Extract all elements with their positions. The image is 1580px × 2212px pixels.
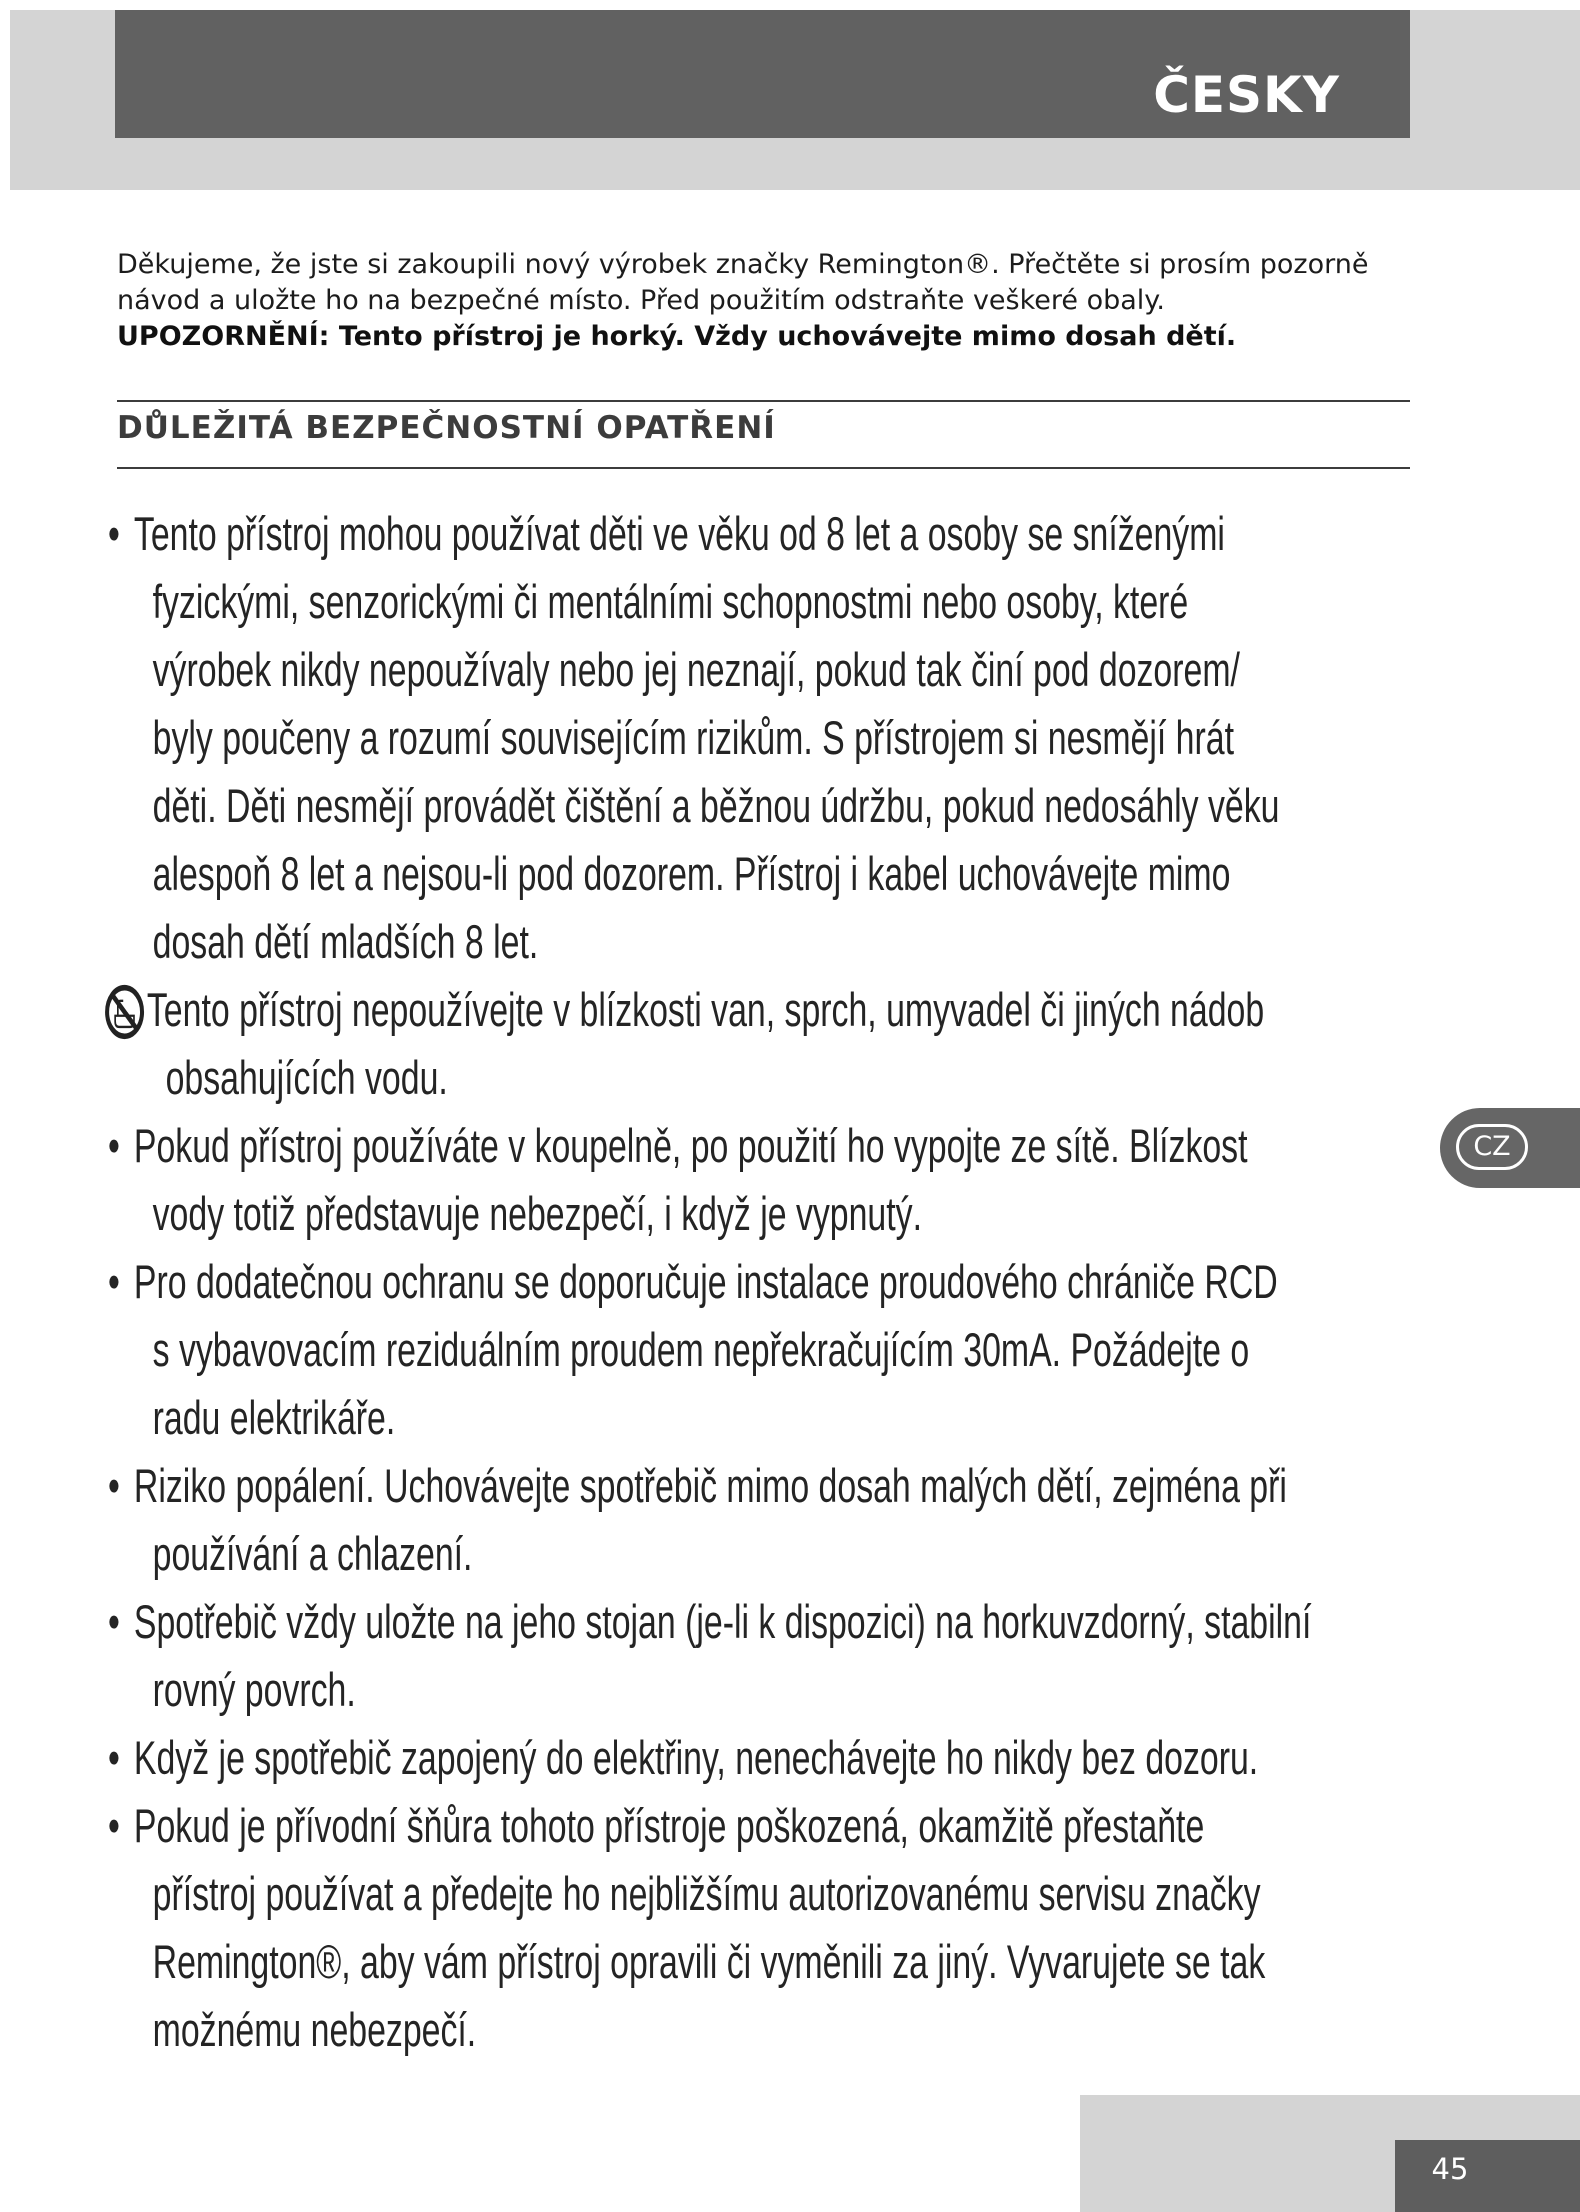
- list-item-text-continued: radu elektrikáře.: [152, 1391, 396, 1444]
- no-water-icon: [104, 984, 146, 1040]
- section-title: DŮLEŽITÁ BEZPEČNOSTNÍ OPATŘENÍ: [117, 410, 776, 446]
- intro-text: [117, 247, 1417, 355]
- list-item-text-continued: byly poučeny a rozumí souvisejícím rizikům. S přístrojem si nesmějí hrát: [152, 711, 1234, 764]
- bullet-marker: •: [108, 507, 120, 560]
- list-item-text-continued: s vybavovacím reziduálním proudem nepřekračujícím 30mA. Požádejte o: [152, 1323, 1250, 1376]
- intro-line-2: návod a uložte ho na bezpečné místo. Před použitím odstraňte veškeré obaly.: [117, 285, 1166, 316]
- list-item: [108, 1588, 1428, 1724]
- list-item-text-continued: Remington®, aby vám přístroj opravili či vyměnili za jiný. Vyvarujete se tak: [152, 1935, 1266, 1988]
- list-item-text: Když je spotřebič zapojený do elektřiny, nenechávejte ho nikdy bez dozoru.: [133, 1731, 1259, 1784]
- list-item-text: Pokud je přívodní šňůra tohoto přístroje poškozená, okamžitě přestaňte: [133, 1799, 1205, 1852]
- bullet-marker: •: [108, 1799, 120, 1852]
- list-item-text: Riziko popálení. Uchovávejte spotřebič mimo dosah malých dětí, zejména při: [133, 1459, 1287, 1512]
- list-item-text-continued: používání a chlazení.: [152, 1527, 473, 1580]
- list-item-text-continued: rovný povrch.: [152, 1663, 356, 1716]
- list-item-text: Tento přístroj mohou používat děti ve věku od 8 let a osoby se sníženými: [133, 507, 1225, 560]
- list-item-text-continued: výrobek nikdy nepoužívaly nebo jej neznají, pokud tak činí pod dozorem/: [152, 643, 1240, 696]
- bullet-marker: •: [108, 1119, 120, 1172]
- bullet-marker: •: [108, 1731, 120, 1784]
- safety-list: [108, 500, 1428, 2064]
- bullet-marker: •: [108, 1459, 120, 1512]
- list-item: [108, 1724, 1428, 1792]
- list-item-text: Spotřebič vždy uložte na jeho stojan (je-li k dispozici) na horkuvzdorný, stabilní: [133, 1595, 1312, 1648]
- list-item-text: Pokud přístroj používáte v koupelně, po použití ho vypojte ze sítě. Blízkost: [133, 1119, 1248, 1172]
- language-tab-label: CZ: [1456, 1124, 1528, 1170]
- header-bar: [115, 10, 1410, 138]
- list-item-text-continued: možnému nebezpečí.: [152, 2003, 477, 2056]
- bullet-marker: •: [108, 1255, 120, 1308]
- list-item-text-continued: dosah dětí mladších 8 let.: [152, 915, 539, 968]
- list-item: [108, 1792, 1428, 2064]
- intro-warning: UPOZORNĚNÍ: Tento přístroj je horký. Vždy uchovávejte mimo dosah dětí.: [117, 321, 1237, 352]
- list-item-text: Pro dodatečnou ochranu se doporučuje instalace proudového chrániče RCD: [133, 1255, 1278, 1308]
- list-item-text-continued: fyzickými, senzorickými či mentálními schopnostmi nebo osoby, které: [152, 575, 1189, 628]
- intro-line-1: Děkujeme, že jste si zakoupili nový výrobek značky Remington®. Přečtěte si prosím pozorně: [117, 249, 1369, 280]
- list-item-text-continued: vody totiž představuje nebezpečí, i když je vypnutý.: [152, 1187, 922, 1240]
- list-item-text-continued: přístroj používat a předejte ho nejbližšímu autorizovanému servisu značky: [152, 1867, 1261, 1920]
- section-rule-bottom: [117, 467, 1410, 469]
- list-item-text-continued: děti. Děti nesmějí provádět čištění a běžnou údržbu, pokud nedosáhly věku: [152, 779, 1280, 832]
- list-item-text-continued: obsahujících vodu.: [165, 1051, 448, 1104]
- list-item-text-continued: alespoň 8 let a nejsou-li pod dozorem. Přístroj i kabel uchovávejte mimo: [152, 847, 1231, 900]
- bullet-marker: •: [108, 1595, 120, 1648]
- language-title: ČESKY: [1153, 66, 1340, 124]
- list-item: [108, 976, 1428, 1112]
- page-number: 45: [1431, 2152, 1469, 2186]
- list-item: [108, 500, 1428, 976]
- list-item: [108, 1248, 1428, 1452]
- section-rule-top: [117, 400, 1410, 402]
- list-item-text: Tento přístroj nepoužívejte v blízkosti van, sprch, umyvadel či jiných nádob: [146, 983, 1265, 1036]
- list-item: [108, 1112, 1428, 1248]
- list-item: [108, 1452, 1428, 1588]
